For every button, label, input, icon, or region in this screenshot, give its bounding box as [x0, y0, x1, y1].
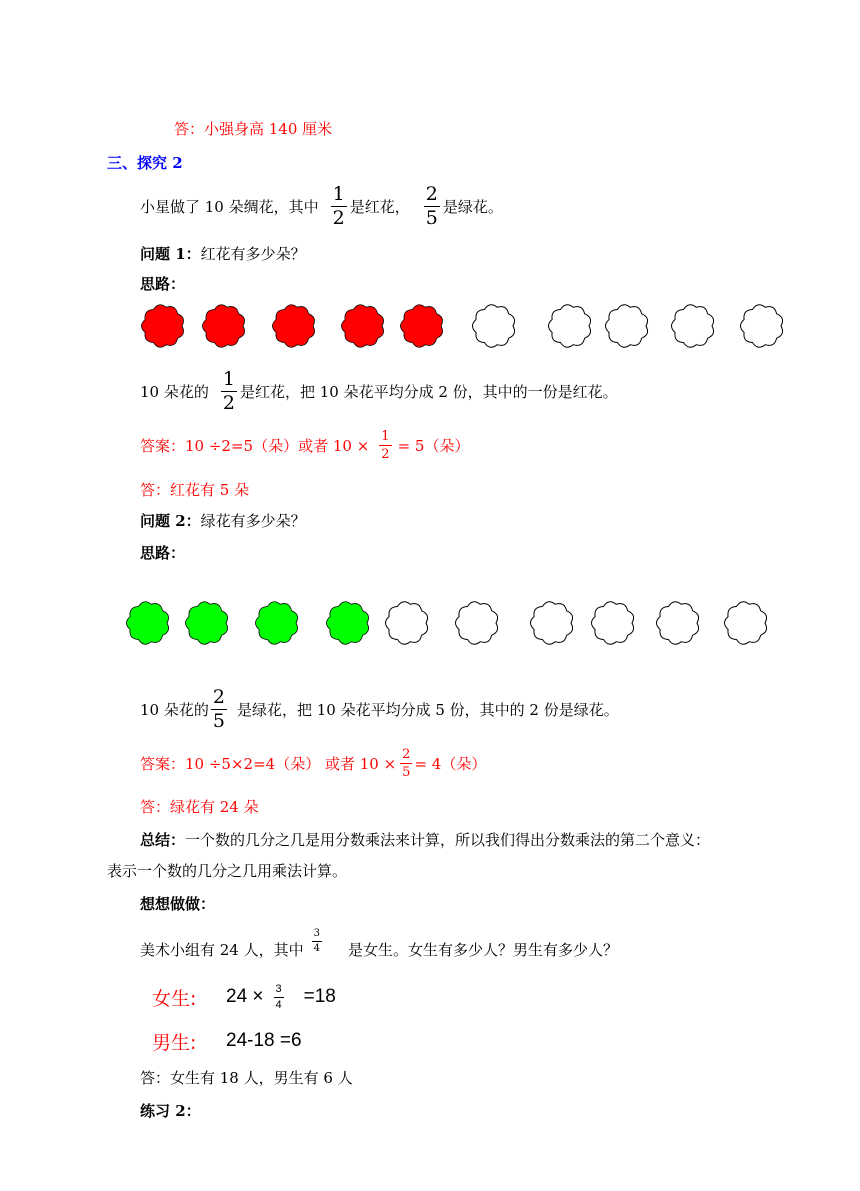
problem-part1: 美术小组有 24 人，其中: [140, 940, 304, 959]
question-1: [140, 243, 306, 264]
solution-2-part2: = 4（朵）: [414, 754, 487, 773]
fraction-three-quarters: [274, 984, 284, 1011]
fraction-numerator: 3: [312, 929, 322, 942]
empty-flower-icon: [652, 597, 704, 649]
girls-expr-2: =18: [303, 986, 336, 1007]
idea-label-2: 思路：: [140, 544, 186, 562]
explain-2-part1: 10 朵花的: [140, 700, 209, 719]
exercise-label: 练习 2：: [140, 1102, 201, 1120]
summary-line-1: [140, 829, 710, 850]
solution-2-part1: 答案：10 ÷5×2=4（朵） 或者 10 ×: [140, 754, 397, 773]
fraction-numerator: 1: [222, 367, 235, 390]
green-flower-icon: [122, 597, 174, 649]
solution-2: [140, 743, 486, 783]
summary-label: 总结：: [140, 831, 186, 849]
green-flower-icon: [251, 597, 303, 649]
fraction-denominator: 2: [381, 446, 390, 462]
question-2: [140, 510, 306, 531]
fraction-numerator: 2: [425, 182, 438, 205]
empty-flower-icon: [667, 300, 719, 352]
explain-1: [140, 366, 618, 416]
answer-1: 答：红花有 5 朵: [140, 481, 250, 499]
fraction-numerator: 1: [332, 182, 345, 205]
explain-2: [140, 684, 619, 734]
fraction-numerator: 2: [402, 746, 411, 762]
explain-1-part1: 10 朵花的: [140, 382, 209, 401]
try-label: 想想做做：: [140, 895, 216, 913]
empty-flower-icon: [601, 300, 653, 352]
fraction-denominator: 5: [402, 764, 411, 780]
fraction-denominator: 5: [212, 709, 225, 732]
empty-flower-icon: [526, 597, 578, 649]
explain-2-part2: 是绿花，把 10 朵花平均分成 5 份，其中的 2 份是绿花。: [236, 700, 619, 719]
empty-flower-icon: [544, 300, 596, 352]
fraction-one-half: [331, 182, 347, 229]
fraction-denominator: 4: [275, 998, 282, 1011]
girls-expr-1: 24 ×: [226, 986, 264, 1007]
fraction-denominator: 4: [313, 942, 320, 954]
intro-sentence: [140, 181, 503, 231]
idea-label-1: 思路：: [140, 275, 186, 293]
empty-flower-icon: [736, 300, 788, 352]
problem-part2: 是女生。女生有多少人？男生有多少人？: [348, 940, 619, 959]
red-flower-icon: [396, 300, 448, 352]
fraction-three-quarters: [312, 929, 322, 954]
empty-flower-icon: [468, 300, 520, 352]
empty-flower-icon: [451, 597, 503, 649]
question-2-label: 问题 2：: [140, 512, 201, 530]
solution-1-part1: 答案：10 ÷2=5（朵）或者 10 ×: [140, 436, 370, 455]
intro-part2: 是红花，: [349, 197, 410, 216]
boys-expr: 24-18 =6: [226, 1030, 302, 1051]
fraction-denominator: 2: [332, 206, 345, 229]
fraction-denominator: 5: [425, 206, 438, 229]
red-flower-icon: [137, 300, 189, 352]
answer-3: 答：女生有 18 人，男生有 6 人: [140, 1069, 353, 1087]
empty-flower-icon: [587, 597, 639, 649]
fraction-numerator: 3: [274, 984, 284, 998]
red-flower-row: [0, 300, 860, 360]
girls-label: 女生:: [152, 987, 197, 1010]
red-flower-icon: [198, 300, 250, 352]
fraction-two-fifths: [211, 685, 227, 732]
fraction-numerator: 1: [381, 428, 390, 444]
fraction-one-half: [379, 430, 391, 461]
fraction-two-fifths: [424, 182, 440, 229]
problem-statement: [140, 926, 618, 972]
solution-1: [140, 425, 469, 465]
fraction-numerator: 2: [212, 685, 225, 708]
green-flower-icon: [181, 597, 233, 649]
fraction-two-fifths: [400, 748, 412, 779]
green-flower-row: [0, 597, 860, 657]
answer-height: 答：小强身高 140 厘米: [174, 120, 333, 138]
empty-flower-icon: [381, 597, 433, 649]
answer-2: 答：绿花有 24 朵: [140, 798, 259, 816]
question-1-text: 红花有多少朵？: [200, 245, 306, 263]
girls-equation: [152, 972, 336, 1022]
boys-equation: [152, 1026, 302, 1056]
red-flower-icon: [337, 300, 389, 352]
red-flower-icon: [268, 300, 320, 352]
question-1-label: 问题 1：: [140, 245, 201, 263]
fraction-one-half: [221, 367, 237, 414]
summary-line-2: 表示一个数的几分之几用乘法计算。: [107, 862, 348, 880]
intro-part1: 小星做了 10 朵绸花，其中: [140, 197, 319, 216]
solution-1-part2: = 5（朵）: [397, 436, 470, 455]
summary-text-1: 一个数的几分之几是用分数乘法来计算，所以我们得出分数乘法的第二个意义：: [185, 831, 711, 849]
boys-label: 男生:: [152, 1031, 197, 1054]
empty-flower-icon: [720, 597, 772, 649]
question-2-text: 绿花有多少朵？: [200, 512, 306, 530]
fraction-denominator: 2: [222, 391, 235, 414]
green-flower-icon: [322, 597, 374, 649]
section-title: 三、探究 2: [107, 154, 183, 172]
intro-part3: 是绿花。: [442, 197, 503, 216]
explain-1-part2: 是红花，把 10 朵花平均分成 2 份，其中的一份是红花。: [239, 382, 618, 401]
